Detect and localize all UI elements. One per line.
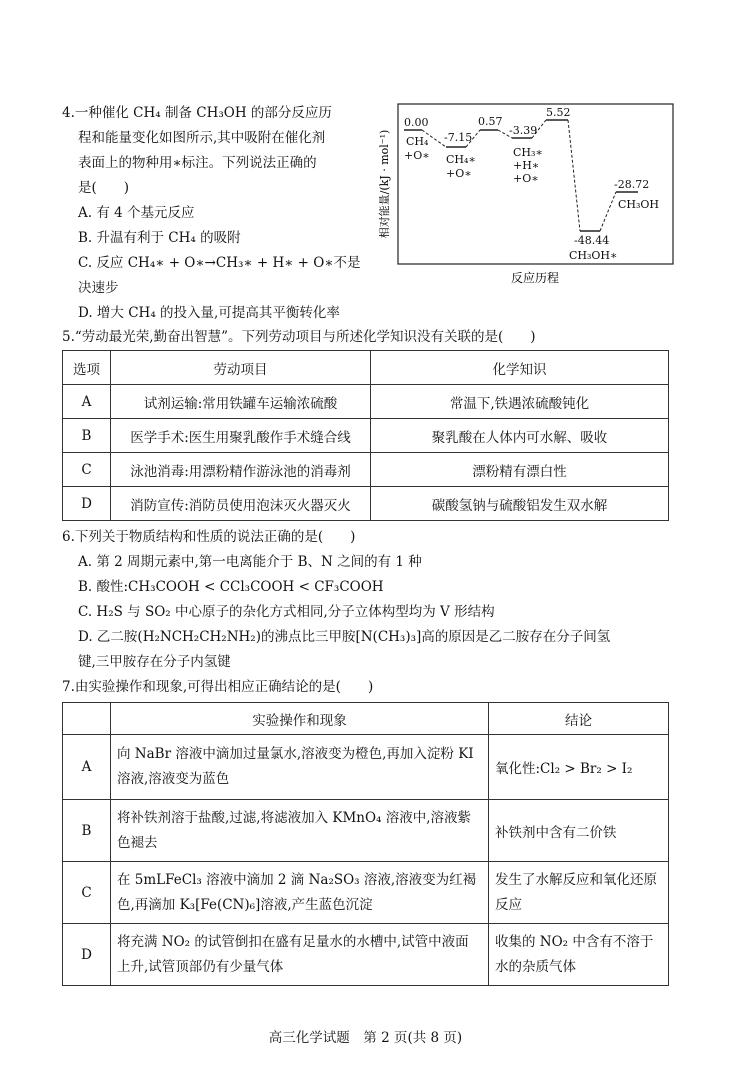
q6-option-d: D. 乙二胺(H₂NCH₂CH₂NH₂)的沸点比三甲胺[N(CH₃)₃]高的原因是乙二胺存在分子间氢 [78,629,611,645]
table-cell: D [63,487,111,521]
species-label: CH₃OH∗ [569,249,618,262]
table-cell: 泳池消毒:用漂粉精作游泳池的消毒剂 [111,453,371,487]
x-axis-label: 反应历程 [510,271,560,285]
value-label: 0.00 [404,116,429,129]
q6-stem: 6.下列关于物质结构和性质的说法正确的是( ) [62,529,356,545]
table-row [63,735,669,800]
value-label: 5.52 [546,106,571,119]
table-cell: 消防宣传:消防员使用泡沫灭火器灭火 [111,487,371,521]
q4-option-c: C. 反应 CH₄∗ + O∗→CH₃∗ + H∗ + O∗不是 [78,255,361,271]
q6-option-a: A. 第 2 周期元素中,第一电离能介于 B、N 之间的有 1 种 [78,554,422,570]
table-row [63,924,669,986]
table-cell: 漂粉精有漂白性 [371,453,669,487]
table-row [63,385,669,419]
table-cell: 聚乳酸在人体内可水解、吸收 [371,419,669,453]
q4-stem-line: 是( ) [78,180,130,196]
energy-diagram [370,100,680,290]
species-label: +O∗ [404,149,430,162]
table-row [63,487,669,521]
table-cell: D [63,924,111,986]
species-label: CH₄ [406,135,429,148]
table-cell: 医学手术:医生用聚乳酸作手术缝合线 [111,419,371,453]
table-cell: A [63,385,111,419]
table-row [63,862,669,924]
species-label: +O∗ [513,172,539,185]
species-label: +O∗ [446,167,472,180]
table-cell: 将充满 NO₂ 的试管倒扣在盛有足量水的水槽中,试管中液面上升,试管顶部仍有少量气体 [111,924,489,986]
q7-table [62,702,669,986]
species-label: CH₃OH [618,198,660,211]
table-cell: B [63,800,111,862]
q4-option-b: B. 升温有利于 CH₄ 的吸附 [78,230,241,246]
table-row [63,419,669,453]
table-cell: 将补铁剂溶于盐酸,过滤,将滤液加入 KMnO₄ 溶液中,溶液紫色褪去 [111,800,489,862]
table-header [63,703,111,735]
table-cell: 试剂运输:常用铁罐车运输浓硫酸 [111,385,371,419]
value-label: 0.57 [478,115,503,128]
table-cell: 常温下,铁遇浓硫酸钝化 [371,385,669,419]
q4-option-d: D. 增大 CH₄ 的投入量,可提高其平衡转化率 [78,305,340,321]
species-label: +H∗ [513,159,540,172]
page-footer: 高三化学试题 第 2 页(共 8 页) [268,1030,463,1046]
q5-stem: 5.“劳动最光荣,勤奋出智慧”。下列劳动项目与所述化学知识没有关联的是( ) [62,329,536,345]
table-cell: A [63,735,111,800]
q5-table [62,350,669,521]
table-cell: 碳酸氢钠与硫酸铝发生双水解 [371,487,669,521]
q4-stem-line: 表面上的物种用∗标注。下列说法正确的 [78,155,317,171]
table-header: 实验操作和现象 [111,703,489,735]
value-label: -3.39 [509,124,538,137]
table-cell: 在 5mLFeCl₃ 溶液中滴加 2 滴 Na₂SO₃ 溶液,溶液变为红褐色,再滴加 K₃[Fe(CN)₆]溶液,产生蓝色沉淀 [111,862,489,924]
q6-option-b: B. 酸性:CH₃COOH < CCl₃COOH < CF₃COOH [78,579,384,595]
table-header: 选项 [63,351,111,385]
value-label: -48.44 [574,234,610,247]
table-row [63,453,669,487]
y-axis-label: 相对能量/(kJ · mol⁻¹) [378,129,391,239]
table-header-row [63,351,669,385]
path-segment [600,192,616,231]
table-cell: 向 NaBr 溶液中滴加过量氯水,溶液变为橙色,再加入淀粉 KI 溶液,溶液变为蓝色 [111,735,489,800]
table-cell: 补铁剂中含有二价铁 [489,800,669,862]
table-cell: 发生了水解反应和氧化还原反应 [489,862,669,924]
table-cell: C [63,453,111,487]
table-cell: 氧化性:Cl₂ > Br₂ > I₂ [489,735,669,800]
table-header-row [63,703,669,735]
q4-option-a: A. 有 4 个基元反应 [78,205,195,221]
table-header: 劳动项目 [111,351,371,385]
species-label: CH₄∗ [446,153,476,166]
table-header: 化学知识 [371,351,669,385]
q7-stem: 7.由实验操作和现象,可得出相应正确结论的是( ) [62,679,374,695]
q6-option-d-cont: 键,三甲胺存在分子内氢键 [78,654,231,670]
table-header: 结论 [489,703,669,735]
table-row [63,800,669,862]
species-label: CH₃∗ [513,146,543,159]
table-cell: 收集的 NO₂ 中含有不溶于水的杂质气体 [489,924,669,986]
q4-stem-line: 4.一种催化 CH₄ 制备 CH₃OH 的部分反应历 [62,105,332,121]
q6-option-c: C. H₂S 与 SO₂ 中心原子的杂化方式相同,分子立体构型均为 V 形结构 [78,604,495,620]
value-label: -7.15 [444,131,473,144]
table-cell: C [63,862,111,924]
value-label: -28.72 [614,178,650,191]
q4-option-c-cont: 决速步 [78,280,119,296]
q4-stem-line: 程和能量变化如图所示,其中吸附在催化剂 [78,130,326,146]
path-segment [568,120,580,231]
table-cell: B [63,419,111,453]
